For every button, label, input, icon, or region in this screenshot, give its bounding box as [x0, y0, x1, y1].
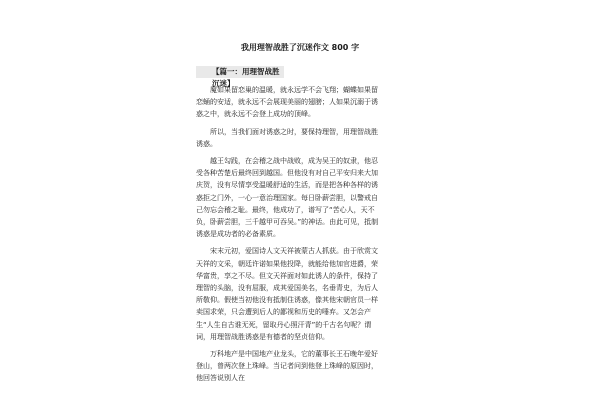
- paragraph-3: 越王勾践，在会稽之战中战败，成为吴王的奴隶，他忍受各种苦楚后最终回到越国。但他没有对自己平安归来大加庆贺，没有尽情享受温暖舒适的生活，而是把各种各样的诱惑拒之门外，一心一意治理国家。每日卧薪尝胆，以警戒自己勿忘会稽之耻。最终，他成功了，谱写了“苦心人，天不负，卧薪尝胆，三千越甲可吞吴。”的神话。由此可见，抵制诱惑是成功者的必备素质。: [196, 157, 379, 239]
- section-heading: 【篇一：用理智战胜沉迷】: [196, 66, 284, 78]
- paragraph-1: 魔如果留恋巢的温暖，就永远学不会飞翔；蝴蝶如果留恋蛹的安适，就永远不会展现美丽的翅膀；人如果沉溺于诱惑之中，就永远不会登上成功的顶峰。: [196, 86, 378, 119]
- article-body: [196, 84, 384, 390]
- paragraph-2: 所以，当我们面对诱惑之时，要保持理智，用理智战胜诱惑。: [196, 127, 378, 148]
- document-title: 我用理智战胜了沉迷作文 800 字: [240, 43, 360, 52]
- paragraph-5: 万科地产是中国地产业龙头，它的董事长王石晚年爱好登山，曾两次登上珠峰。当记者问到他登上珠峰的原因时，他回答说别人在: [196, 350, 378, 383]
- paragraph-4: 宋末元初，爱国诗人文天祥被蒙古人抓获。由于欣赏文天祥的文采，朝廷许诺如果他投降，就能给他加官进爵，荣华富贵，享之不尽。但文天祥面对如此诱人的条件，保持了理智的头脑，没有屈服，成其爱国美名，名垂青史，为后人所敬仰。假使当初他没有抵制住诱惑，像其他宋朝官员一样卖国求荣，只会遭到后人的鄙视和历史的唾弃。又怎会产生“人生自古谁无死，留取丹心照汗青”的千古名句呢？谓词，用理智战胜诱惑是有德者的坚贞信仰。: [196, 247, 378, 341]
